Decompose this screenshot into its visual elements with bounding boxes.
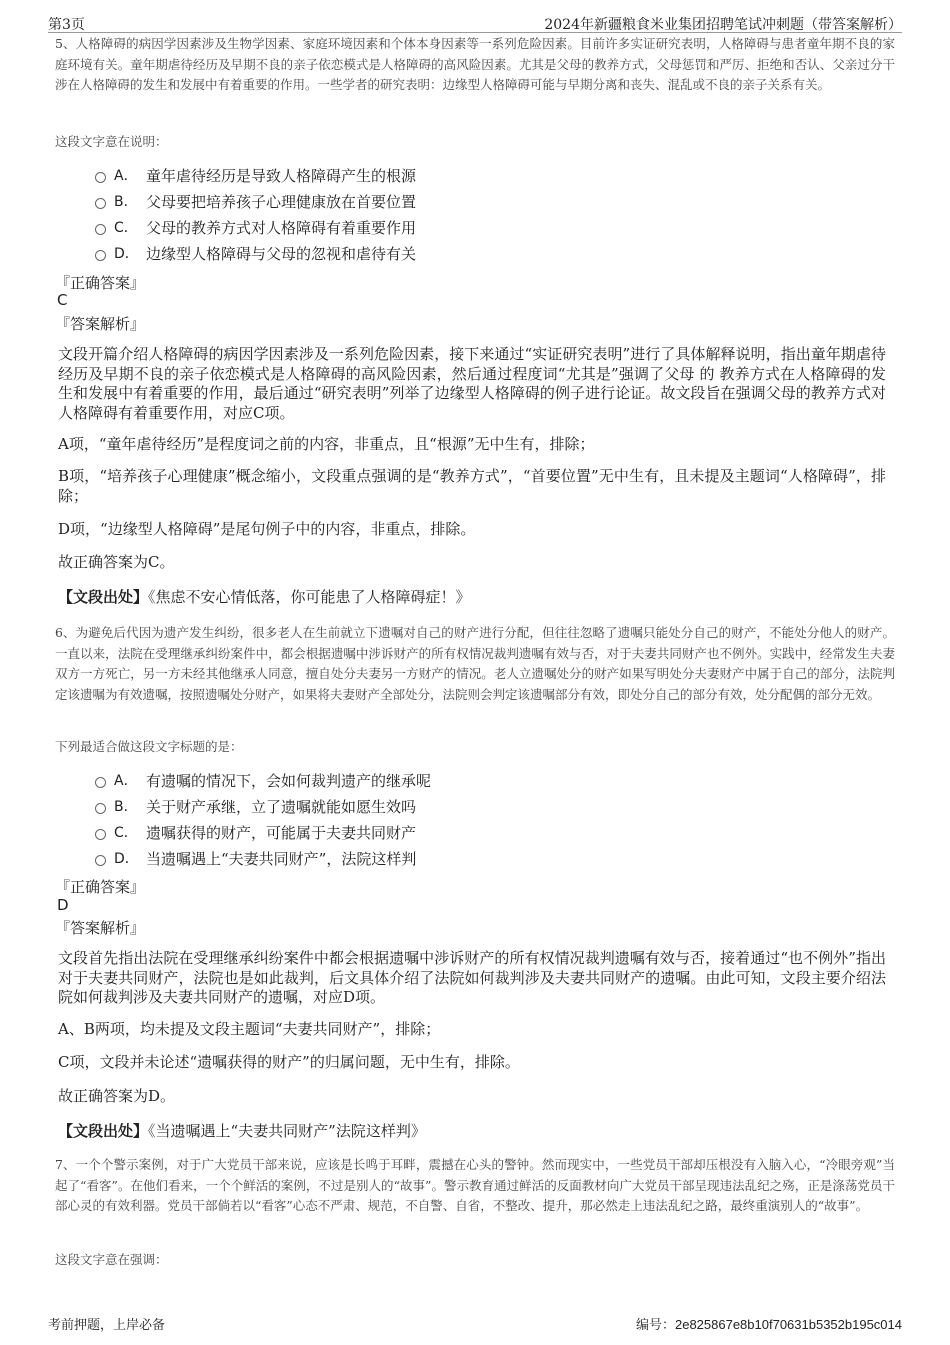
question-6-answer-label: 『正确答案』 bbox=[55, 878, 146, 896]
question-7-passage: 7、一个个警示案例，对于广大党员干部来说，应该是长鸣于耳畔，震撼在心头的警钟。然而现实中，一些党员干部却压根没有入脑入心，“冷眼旁观”当起了“看客”。在他们看来，一个个鲜活的案例，不过是别人的“故事”。警示教育通过鲜活的反面教材向广大党员干部呈现违法乱纪之殇，正是涤荡党员干部心灵的有效利器。党员干部倘若以“看客”心态不严肃、规范，不自警、自省，不整改、提升，那必然走上违法乱纪之路，最终重演别人的“故事”。 bbox=[55, 1157, 895, 1213]
radio-icon[interactable] bbox=[95, 777, 106, 788]
radio-icon[interactable] bbox=[95, 172, 106, 183]
question-6-answer: D bbox=[57, 896, 69, 914]
question-5-analysis-b: B项，“培养孩子心理健康”概念缩小，文段重点强调的是“教养方式”，“首要位置”无中生有，且未提及主题词“人格障碍”，排除； bbox=[58, 467, 886, 505]
document-id: 编号：2e825867e8b10f70631b5352b195c014 bbox=[635, 1317, 902, 1333]
question-6-prompt: 下列最适合做这段文字标题的是： bbox=[55, 739, 243, 754]
option-d[interactable]: D． 边缘型人格障碍与父母的忽视和虐待有关 bbox=[95, 240, 416, 266]
question-5-prompt: 这段文字意在说明： bbox=[55, 134, 168, 149]
question-5-answer: C bbox=[57, 291, 68, 309]
radio-icon[interactable] bbox=[95, 855, 106, 866]
question-5-options bbox=[95, 162, 416, 266]
option-a[interactable]: A． 有遗嘱的情况下，会如何裁判遗产的继承呢 bbox=[95, 767, 431, 793]
question-5-analysis-d: D项，“边缘型人格障碍”是尾句例子中的内容，非重点，排除。 bbox=[58, 520, 476, 538]
radio-icon[interactable] bbox=[95, 829, 106, 840]
question-5-passage: 5、人格障碍的病因学因素涉及生物学因素、家庭环境因素和个体本身因素等一系列危险因素。目前许多实证研究表明，人格障碍与患者童年期不良的家庭环境有关。童年期虐待经历及早期不良的亲子依恋模式是人格障碍的高风险因素。尤其是父母的教养方式，父母惩罚和严厉、拒绝和否认、父亲过分干涉在人格障碍的发生和发展中有着重要的作用。一些学者的研究表明：边缘型人格障碍可能与早期分离和丧失、混乱或不良的亲子关系有关。 bbox=[55, 36, 895, 92]
question-6-analysis-main: 文段首先指出法院在受理继承纠纷案件中都会根据遗嘱中涉诉财产的所有权情况裁判遗嘱有效与否，接着通过“也不例外”指出对于夫妻共同财产，法院也是如此裁判，后文具体介绍了法院如何裁判涉及夫妻共同财产的遗嘱。由此可知，文段主要介绍法院如何裁判涉及夫妻共同财产的遗嘱，对应D项。 bbox=[58, 949, 886, 1006]
radio-icon[interactable] bbox=[95, 224, 106, 235]
option-c[interactable]: C． 遗嘱获得的财产，可能属于夫妻共同财产 bbox=[95, 819, 431, 845]
document-title: 2024年新疆粮食米业集团招聘笔试冲刺题（带答案解析） bbox=[544, 17, 902, 33]
question-5-analysis-main: 文段开篇介绍人格障碍的病因学因素涉及一系列危险因素，接下来通过“实证研究表明”进行了具体解释说明，指出童年期虐待经历及早期不良的亲子依恋模式是人格障碍的高风险因素，然后通过程度词“尤其是”强调了父母 的 教养方式在人格障碍的发生和发展中有着重要的作用，最后通过“研究表明”列举了边缘型人格障碍的例子进行论证。故文段旨在强调父母的教养方式对人格障碍有着重要作用，对应C项。 bbox=[58, 345, 886, 422]
question-6-options bbox=[95, 767, 431, 871]
option-b[interactable]: B． 关于财产承继，立了遗嘱就能如愿生效吗 bbox=[95, 793, 431, 819]
footer-slogan: 考前押题，上岸必备 bbox=[48, 1318, 166, 1333]
question-7-prompt: 这段文字意在强调： bbox=[55, 1252, 168, 1267]
question-6-source: 【文段出处】《当遗嘱遇上“夫妻共同财产”法院这样判》 bbox=[58, 1122, 426, 1140]
radio-icon[interactable] bbox=[95, 803, 106, 814]
option-d[interactable]: D． 当遗嘱遇上“夫妻共同财产”，法院这样判 bbox=[95, 845, 431, 871]
question-6-passage: 6、为避免后代因为遗产发生纠纷，很多老人在生前就立下遗嘱对自己的财产进行分配，但往往忽略了遗嘱只能处分自己的财产，不能处分他人的财产。一直以来，法院在受理继承纠纷案件中，都会根据遗嘱中涉诉财产的所有权情况裁判遗嘱有效与否，对于夫妻共同财产也不例外。实践中，经常发生夫妻双方一方死亡，另一方未经其他继承人同意，擅自处分夫妻另一方财产的情况。老人立遗嘱处分的财产如果写明处分夫妻财产中属于自己的部分，法院判定该遗嘱为有效遗嘱，按照遗嘱处分财产，如果将夫妻财产全部处分，法院则会判定该遗嘱部分有效，即处分自己的部分有效，处分配偶的部分无效。 bbox=[55, 625, 895, 702]
page-footer bbox=[48, 1314, 902, 1334]
page-number: 第3页 bbox=[48, 17, 85, 33]
question-5-analysis-a: A项，“童年虐待经历”是程度词之前的内容，非重点，且“根源”无中生有，排除； bbox=[58, 435, 595, 453]
option-c[interactable]: C． 父母的教养方式对人格障碍有着重要作用 bbox=[95, 214, 416, 240]
radio-icon[interactable] bbox=[95, 250, 106, 261]
question-6-analysis-c: C项，文段并未论述“遗嘱获得的财产”的归属问题，无中生有，排除。 bbox=[58, 1053, 520, 1071]
radio-icon[interactable] bbox=[95, 198, 106, 209]
question-6-analysis-ab: A、B两项，均未提及文段主题词“夫妻共同财产”，排除； bbox=[58, 1020, 441, 1038]
page-header bbox=[48, 10, 902, 33]
option-b[interactable]: B． 父母要把培养孩子心理健康放在首要位置 bbox=[95, 188, 416, 214]
question-5-analysis-label: 『答案解析』 bbox=[55, 315, 146, 333]
question-5-conclusion: 故正确答案为C。 bbox=[58, 553, 175, 571]
question-5-source: 【文段出处】《焦虑不安心情低落，你可能患了人格障碍症！》 bbox=[58, 588, 471, 606]
question-6-analysis-label: 『答案解析』 bbox=[55, 919, 146, 937]
question-5-answer-label: 『正确答案』 bbox=[55, 274, 146, 292]
question-6-conclusion: 故正确答案为D。 bbox=[58, 1087, 176, 1105]
option-a[interactable]: A． 童年虐待经历是导致人格障碍产生的根源 bbox=[95, 162, 416, 188]
